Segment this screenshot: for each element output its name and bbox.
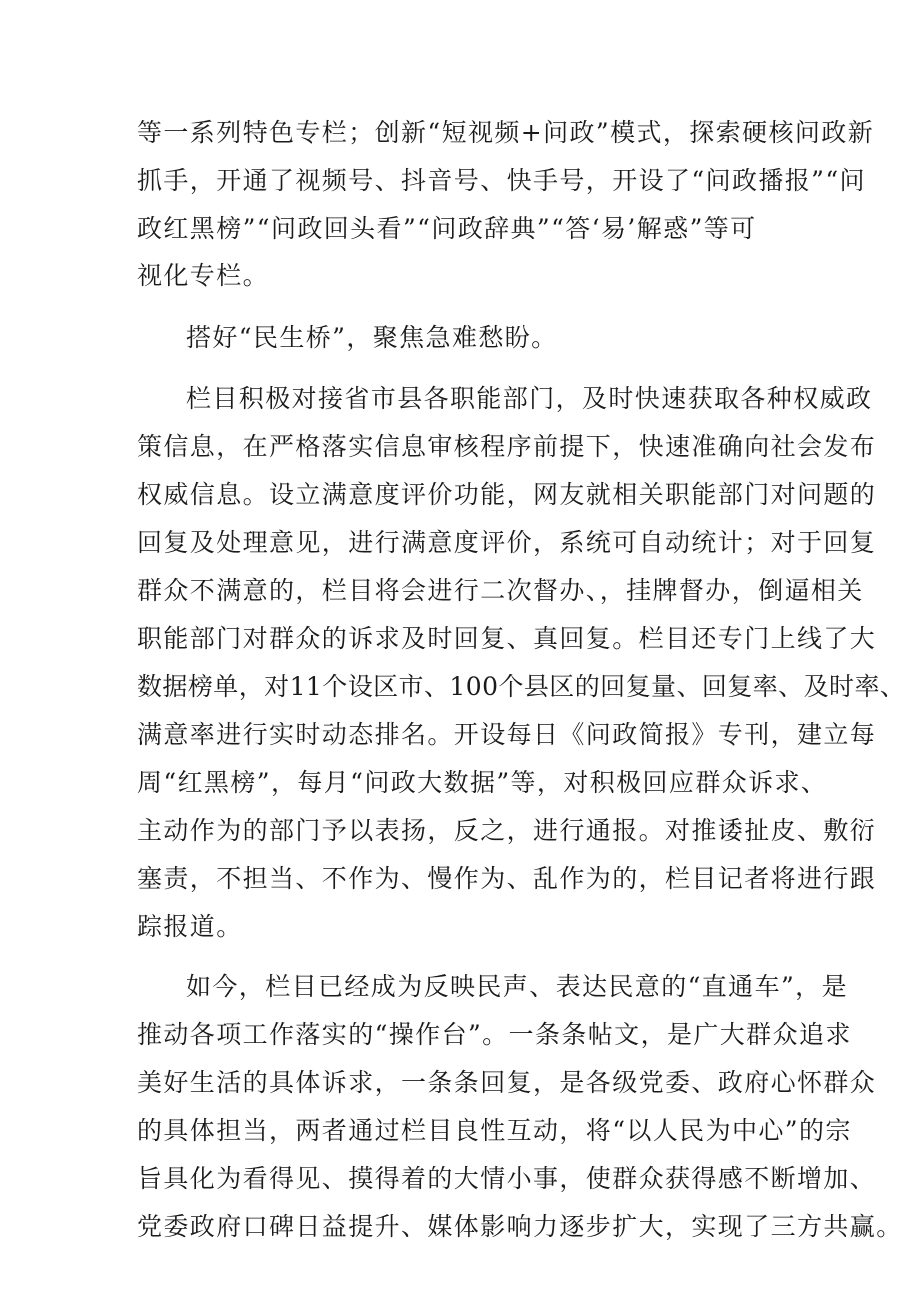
text-line: 政红黑榜”“问政回头看”“问政辞典”“答‘易’解惑”等可 [137, 214, 757, 243]
text-line: 满意率进行实时动态排名。开设每日《问政简报》专刊，建立每 [137, 720, 877, 749]
text-line: 塞责，不担当、不作为、慢作为、乱作为的，栏目记者将进行跟 [137, 864, 877, 893]
text-line: 美好生活的具体诉求，一条条回复，是各级党委、政府心怀群众 [137, 1068, 877, 1097]
text-line: 策信息，在严格落实信息审核程序前提下，快速准确向社会发布 [137, 432, 877, 461]
text-line: 等一系列特色专栏；创新“短视频+问政”模式，探索硬核问政新 [137, 118, 875, 147]
text-line: 周“红黑榜”，每月“问政大数据”等，对积极回应群众诉求、 [137, 768, 828, 797]
text-line: 数据榜单，对11个设区市、100个县区的回复量、回复率、及时率、 [137, 672, 906, 701]
text-line: 栏目积极对接省市县各职能部门，及时快速获取各种权威政 [186, 384, 873, 413]
text-line: 权威信息。设立满意度评价功能，网友就相关职能部门对问题的 [137, 480, 877, 509]
section-heading: 搭好“民生桥”，聚焦急难愁盼。 [186, 323, 558, 352]
text-line: 推动各项工作落实的“操作台”。一条条帖文，是广大群众追求 [137, 1020, 852, 1049]
text-line: 如今，栏目已经成为反映民声、表达民意的“直通车”，是 [186, 972, 848, 1001]
text-line: 踪报道。 [137, 912, 243, 941]
text-line: 群众不满意的，栏目将会进行二次督办、，挂牌督办，倒逼相关 [137, 576, 864, 605]
text-line: 抓手，开通了视频号、抖音号、快手号，开设了“问政播报”“问 [137, 166, 866, 195]
text-line: 主动作为的部门予以表扬，反之，进行通报。对推诿扯皮、敷衍 [137, 816, 877, 845]
text-line: 的具体担当，两者通过栏目良性互动，将“以人民为中心”的宗 [137, 1116, 852, 1145]
text-line: 党委政府口碑日益提升、媒体影响力逐步扩大，实现了三方共赢。 [137, 1212, 903, 1241]
text-line: 旨具化为看得见、摸得着的大情小事，使群众获得感不断增加、 [137, 1164, 877, 1193]
text-line: 视化专栏。 [137, 261, 270, 290]
text-line: 职能部门对群众的诉求及时回复、真回复。栏目还专门上线了大 [137, 624, 877, 653]
text-line: 回复及处理意见，进行满意度评价，系统可自动统计；对于回复 [137, 528, 877, 557]
